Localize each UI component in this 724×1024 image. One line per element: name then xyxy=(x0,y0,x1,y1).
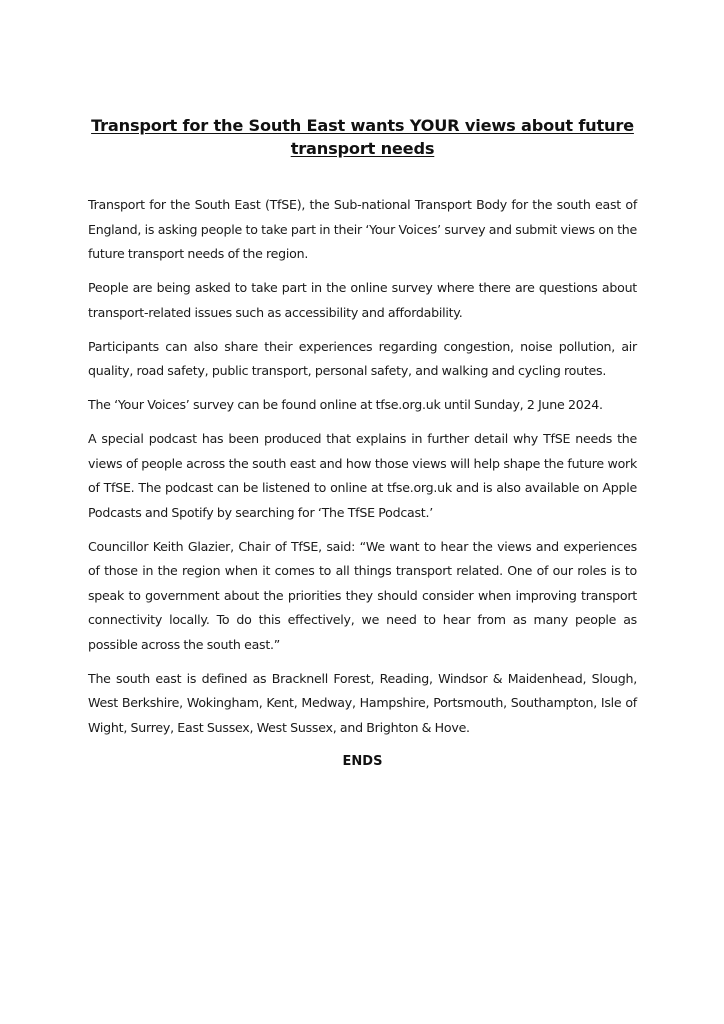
paragraph-quote: Councillor Keith Glazier, Chair of TfSE, said: “We want to hear the views and experiences of those in the region when it comes to all things transport related. One of our roles is to speak to government about the priorities they should consider when improving transport connectivity locally. To do this effectively, we need to hear from as many people as possible across the south east.” xyxy=(88,538,637,652)
paragraph-region-definition: The south east is defined as Bracknell Forest, Reading, Windsor & Maidenhead, Slough, West Berkshire, Wokingham, Kent, Medway, Hampshire, Portsmouth, Southampton, Isle of Wight, Surrey, East Sussex, West Sussex, and Brighton & Hove. xyxy=(88,670,637,735)
paragraph-survey-questions: People are being asked to take part in the online survey where there are questions about transport-related issues such as accessibility and affordability. xyxy=(88,280,637,320)
paragraph-podcast: A special podcast has been produced that explains in further detail why TfSE needs the views of people across the south east and how those views will help shape the future work of TfSE. The podcast can be listened to online at tfse.org.uk and is also available on Apple Podcasts and Spotify by searching for ‘The TfSE Podcast.’ xyxy=(88,431,637,520)
ends-marker: ENDS xyxy=(342,753,383,769)
paragraph-participants: Participants can also share their experiences regarding congestion, noise pollution, air quality, road safety, public transport, personal safety, and walking and cycling routes. xyxy=(88,338,637,378)
paragraph-survey-deadline: The ‘Your Voices’ survey can be found online at tfse.org.uk until Sunday, 2 June 2024. xyxy=(88,397,603,412)
document-body xyxy=(88,193,637,774)
paragraph-intro: Transport for the South East (TfSE), the Sub-national Transport Body for the south east of England, is asking people to take part in their ‘Your Voices’ survey and submit views on the future transport needs of the region. xyxy=(88,197,637,261)
document-title: Transport for the South East wants YOUR views about future transport needs xyxy=(91,116,634,158)
